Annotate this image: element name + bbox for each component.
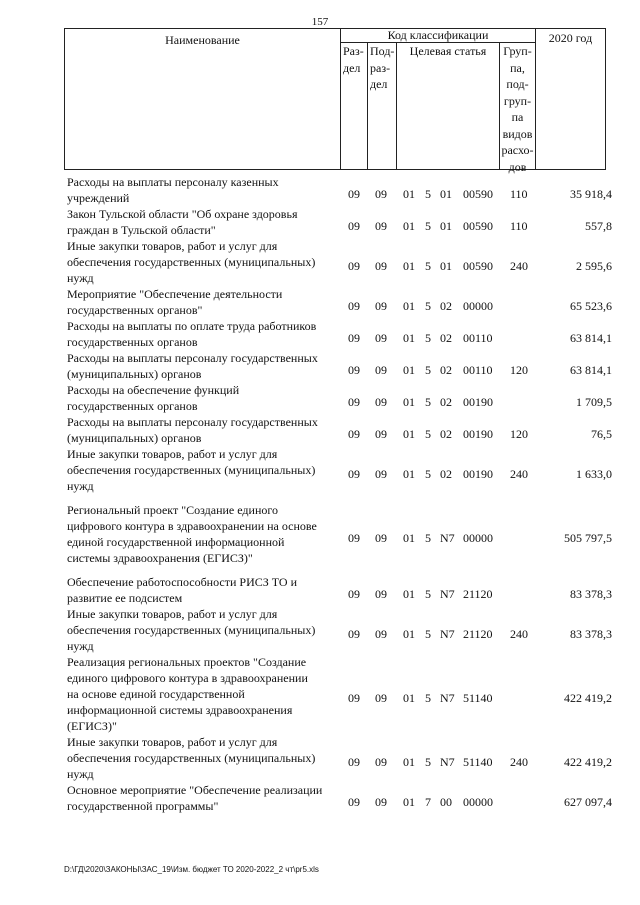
page-number: 157 bbox=[311, 16, 329, 28]
row-razdel: 09 bbox=[348, 691, 360, 705]
row-name-line: Реализация региональных проектов "Создание bbox=[67, 655, 307, 669]
row-amount: 65 523,6 bbox=[570, 299, 612, 313]
row-direction: 21120 bbox=[463, 587, 493, 601]
row-program: 01 bbox=[403, 299, 415, 313]
row-direction: 00110 bbox=[463, 331, 493, 345]
row-direction: 00000 bbox=[463, 299, 493, 313]
row-name-line: Иные закупки товаров, работ и услуг для bbox=[67, 735, 278, 749]
row-program: 01 bbox=[403, 219, 415, 233]
row-program: 01 bbox=[403, 531, 415, 545]
row-subprogram: 5 bbox=[425, 187, 431, 201]
row-subprogram: 5 bbox=[425, 627, 431, 641]
row-name-line: обеспечения государственных (муниципальных) bbox=[67, 623, 316, 637]
header-line: под- bbox=[506, 77, 529, 91]
header-line: груп- bbox=[503, 93, 532, 108]
row-subprogram: 5 bbox=[425, 427, 431, 441]
row-razdel: 09 bbox=[348, 187, 360, 201]
row-amount: 2 595,6 bbox=[576, 259, 612, 273]
row-event: 02 bbox=[440, 395, 452, 409]
row-subprogram: 5 bbox=[425, 299, 431, 313]
row-name-line: государственных органов bbox=[67, 335, 198, 349]
row-razdel: 09 bbox=[348, 531, 360, 545]
row-name-line: государственных органов bbox=[67, 399, 198, 413]
row-event: 02 bbox=[440, 363, 452, 377]
row-name bbox=[67, 734, 345, 782]
row-name-line: (ЕГИСЗ)" bbox=[67, 719, 117, 733]
row-subprogram: 5 bbox=[425, 755, 431, 769]
row-name bbox=[67, 782, 345, 814]
row-name-line: государственной программы" bbox=[67, 799, 219, 813]
row-podrazdel: 09 bbox=[375, 467, 387, 481]
row-amount: 83 378,3 bbox=[570, 587, 612, 601]
row-event: 02 bbox=[440, 299, 452, 313]
row-direction: 00190 bbox=[463, 427, 493, 441]
row-podrazdel: 09 bbox=[375, 363, 387, 377]
row-name-line: Иные закупки товаров, работ и услуг для bbox=[67, 607, 278, 621]
row-event: N7 bbox=[440, 755, 455, 769]
header-year: 2020 год bbox=[548, 31, 593, 45]
row-program: 01 bbox=[403, 467, 415, 481]
row-name-line: Иные закупки товаров, работ и услуг для bbox=[67, 239, 278, 253]
header-line: Раз- bbox=[343, 44, 364, 58]
row-direction: 51140 bbox=[463, 691, 493, 705]
header-line: расхо- bbox=[501, 143, 534, 157]
row-event: 01 bbox=[440, 259, 452, 273]
row-program: 01 bbox=[403, 363, 415, 377]
row-direction: 00590 bbox=[463, 187, 493, 201]
row-amount: 1 633,0 bbox=[576, 467, 612, 481]
row-direction: 00110 bbox=[463, 363, 493, 377]
row-program: 01 bbox=[403, 627, 415, 641]
row-name bbox=[67, 446, 345, 494]
row-event: 00 bbox=[440, 795, 452, 809]
row-program: 01 bbox=[403, 259, 415, 273]
row-name-line: Региональный проект "Создание единого bbox=[67, 503, 278, 517]
row-amount: 83 378,3 bbox=[570, 627, 612, 641]
row-direction: 00190 bbox=[463, 467, 493, 481]
row-podrazdel: 09 bbox=[375, 299, 387, 313]
row-expense-type: 120 bbox=[510, 363, 528, 377]
header-line: Под- bbox=[370, 44, 395, 58]
row-name-line: государственных органов" bbox=[67, 303, 203, 317]
row-expense-type: 240 bbox=[510, 627, 528, 641]
row-name-line: нужд bbox=[67, 767, 94, 781]
header-line: дов bbox=[508, 159, 527, 174]
row-subprogram: 5 bbox=[425, 467, 431, 481]
row-podrazdel: 09 bbox=[375, 187, 387, 201]
row-name-line: Иные закупки товаров, работ и услуг для bbox=[67, 447, 278, 461]
row-subprogram: 5 bbox=[425, 259, 431, 273]
row-razdel: 09 bbox=[348, 587, 360, 601]
row-program: 01 bbox=[403, 755, 415, 769]
row-name-line: обеспечения государственных (муниципальных) bbox=[67, 255, 316, 269]
row-event: 01 bbox=[440, 219, 452, 233]
row-name-line: учреждений bbox=[67, 191, 130, 205]
header-line: Груп- bbox=[503, 44, 532, 58]
row-subprogram: 5 bbox=[425, 587, 431, 601]
row-program: 01 bbox=[403, 187, 415, 201]
row-subprogram: 5 bbox=[425, 531, 431, 545]
row-program: 01 bbox=[403, 587, 415, 601]
row-expense-type: 110 bbox=[510, 219, 528, 233]
header-line: дел bbox=[343, 60, 361, 75]
row-amount: 422 419,2 bbox=[564, 691, 612, 705]
header-code-group: Код классификации bbox=[341, 29, 536, 43]
row-podrazdel: 09 bbox=[375, 331, 387, 345]
row-razdel: 09 bbox=[348, 627, 360, 641]
header-line: Целевая статья bbox=[409, 44, 487, 58]
row-amount: 63 814,1 bbox=[570, 331, 612, 345]
row-podrazdel: 09 bbox=[375, 587, 387, 601]
header-line: па, bbox=[510, 60, 525, 75]
row-name-line: единого цифрового контура в здравоохранении bbox=[67, 671, 308, 685]
row-name-line: Закон Тульской области "Об охране здоровья bbox=[67, 207, 298, 221]
row-razdel: 09 bbox=[348, 363, 360, 377]
row-event: 02 bbox=[440, 467, 452, 481]
row-name-line: нужд bbox=[67, 271, 94, 285]
row-podrazdel: 09 bbox=[375, 755, 387, 769]
row-event: 01 bbox=[440, 187, 452, 201]
row-name bbox=[67, 350, 345, 382]
row-razdel: 09 bbox=[348, 755, 360, 769]
row-podrazdel: 09 bbox=[375, 395, 387, 409]
row-name bbox=[67, 654, 345, 734]
row-program: 01 bbox=[403, 795, 415, 809]
row-podrazdel: 09 bbox=[375, 531, 387, 545]
row-name-line: Расходы на выплаты по оплате труда работников bbox=[67, 319, 317, 333]
row-podrazdel: 09 bbox=[375, 627, 387, 641]
row-event: 02 bbox=[440, 331, 452, 345]
row-direction: 00590 bbox=[463, 219, 493, 233]
row-razdel: 09 bbox=[348, 259, 360, 273]
header-line: па bbox=[511, 110, 524, 124]
row-name bbox=[67, 414, 345, 446]
row-direction: 00000 bbox=[463, 795, 493, 809]
row-direction: 00590 bbox=[463, 259, 493, 273]
row-subprogram: 7 bbox=[425, 795, 431, 809]
row-name-line: Расходы на выплаты персоналу государственных bbox=[67, 351, 318, 365]
row-subprogram: 5 bbox=[425, 363, 431, 377]
header-line: дел bbox=[370, 77, 388, 91]
row-direction: 00000 bbox=[463, 531, 493, 545]
row-podrazdel: 09 bbox=[375, 259, 387, 273]
row-expense-type: 110 bbox=[510, 187, 528, 201]
row-razdel: 09 bbox=[348, 331, 360, 345]
row-name-line: единой государственной информационной bbox=[67, 535, 285, 549]
row-name bbox=[67, 606, 345, 654]
row-expense-type: 240 bbox=[510, 755, 528, 769]
row-razdel: 09 bbox=[348, 395, 360, 409]
row-amount: 557,8 bbox=[585, 219, 612, 233]
header-name-label: Наименование bbox=[165, 33, 240, 47]
row-podrazdel: 09 bbox=[375, 427, 387, 441]
row-event: N7 bbox=[440, 691, 455, 705]
row-name-line: нужд bbox=[67, 639, 94, 653]
row-name bbox=[67, 318, 345, 350]
row-direction: 51140 bbox=[463, 755, 493, 769]
row-name-line: граждан в Тульской области" bbox=[67, 223, 216, 237]
row-subprogram: 5 bbox=[425, 331, 431, 345]
row-name-line: системы здравоохранения (ЕГИСЗ)" bbox=[67, 551, 253, 565]
row-event: N7 bbox=[440, 587, 455, 601]
row-subprogram: 5 bbox=[425, 219, 431, 233]
header-line: раз- bbox=[370, 60, 391, 75]
row-razdel: 09 bbox=[348, 795, 360, 809]
row-name-line: обеспечения государственных (муниципальных) bbox=[67, 751, 316, 765]
row-amount: 76,5 bbox=[591, 427, 612, 441]
row-razdel: 09 bbox=[348, 467, 360, 481]
row-name-line: на основе единой государственной bbox=[67, 687, 245, 701]
row-name-line: Основное мероприятие "Обеспечение реализации bbox=[67, 783, 323, 797]
row-name-line: Обеспечение работоспособности РИСЗ ТО и bbox=[67, 575, 298, 589]
header-line: видов bbox=[502, 126, 533, 141]
row-name-line: Расходы на выплаты персоналу казенных bbox=[67, 175, 279, 189]
row-expense-type: 120 bbox=[510, 427, 528, 441]
row-name-line: информационной системы здравоохранения bbox=[67, 703, 293, 717]
row-name bbox=[67, 574, 345, 606]
row-name bbox=[67, 502, 345, 566]
row-name bbox=[67, 382, 345, 414]
row-direction: 00190 bbox=[463, 395, 493, 409]
row-event: 02 bbox=[440, 427, 452, 441]
row-amount: 35 918,4 bbox=[570, 187, 612, 201]
row-program: 01 bbox=[403, 331, 415, 345]
row-expense-type: 240 bbox=[510, 467, 528, 481]
row-podrazdel: 09 bbox=[375, 219, 387, 233]
row-name-line: Мероприятие "Обеспечение деятельности bbox=[67, 287, 283, 301]
row-podrazdel: 09 bbox=[375, 691, 387, 705]
row-razdel: 09 bbox=[348, 219, 360, 233]
file-path-footer: D:\ГД\2020\ЗАКОНЫ\ЗАС_19\Изм. бюджет ТО 2020-2022_2 чт\pr5.xls bbox=[64, 865, 319, 874]
row-program: 01 bbox=[403, 691, 415, 705]
row-event: N7 bbox=[440, 531, 455, 545]
row-amount: 505 797,5 bbox=[564, 531, 612, 545]
row-program: 01 bbox=[403, 427, 415, 441]
row-expense-type: 240 bbox=[510, 259, 528, 273]
row-event: N7 bbox=[440, 627, 455, 641]
row-name-line: цифрового контура в здравоохранении на основе bbox=[67, 519, 317, 533]
row-razdel: 09 bbox=[348, 299, 360, 313]
row-name bbox=[67, 286, 345, 318]
row-name-line: Расходы на обеспечение функций bbox=[67, 383, 240, 397]
row-name-line: развитие ее подсистем bbox=[67, 591, 183, 605]
row-name-line: обеспечения государственных (муниципальных) bbox=[67, 463, 316, 477]
row-name bbox=[67, 238, 345, 286]
row-name bbox=[67, 206, 345, 238]
row-name bbox=[67, 174, 345, 206]
row-razdel: 09 bbox=[348, 427, 360, 441]
row-name-line: нужд bbox=[67, 479, 94, 493]
row-direction: 21120 bbox=[463, 627, 493, 641]
row-podrazdel: 09 bbox=[375, 795, 387, 809]
row-amount: 63 814,1 bbox=[570, 363, 612, 377]
row-amount: 422 419,2 bbox=[564, 755, 612, 769]
row-name-line: (муниципальных) органов bbox=[67, 431, 202, 445]
row-amount: 627 097,4 bbox=[564, 795, 612, 809]
row-program: 01 bbox=[403, 395, 415, 409]
row-name-line: Расходы на выплаты персоналу государственных bbox=[67, 415, 318, 429]
row-amount: 1 709,5 bbox=[576, 395, 612, 409]
row-subprogram: 5 bbox=[425, 691, 431, 705]
row-subprogram: 5 bbox=[425, 395, 431, 409]
row-name-line: (муниципальных) органов bbox=[67, 367, 202, 381]
